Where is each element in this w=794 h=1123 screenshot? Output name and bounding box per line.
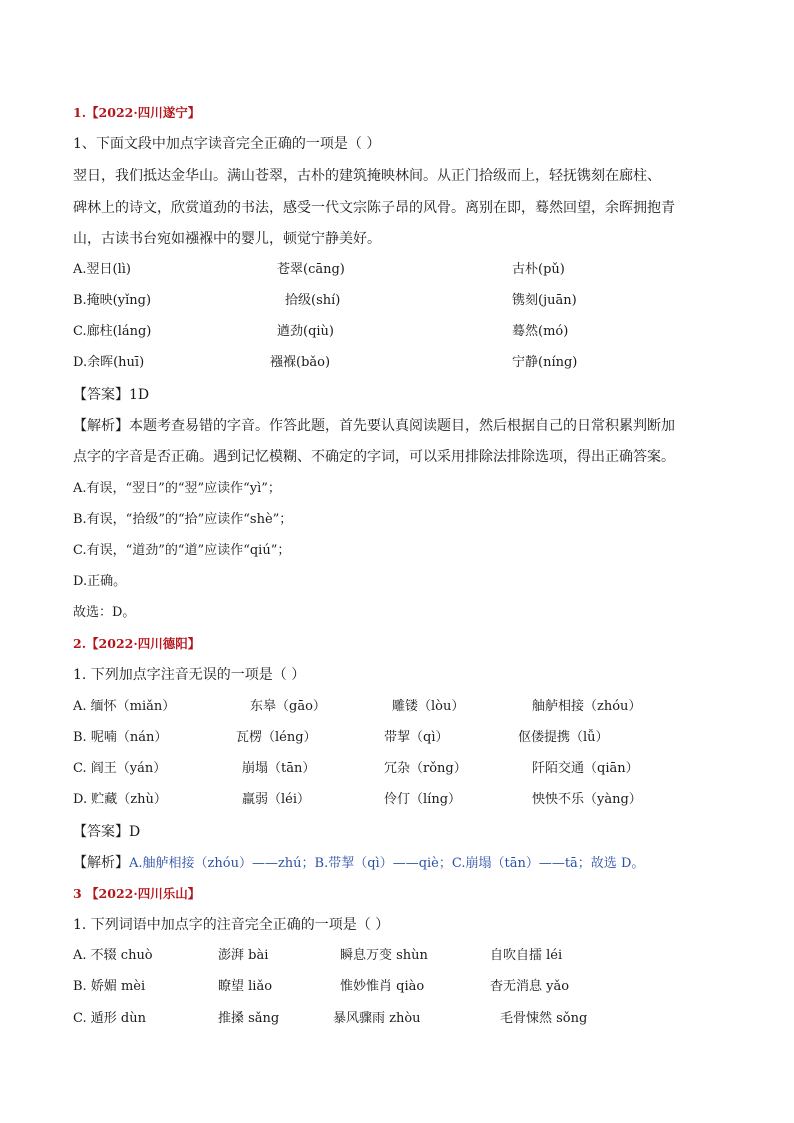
question-text: 1. 下列词语中加点字的注音完全正确的一项是（ ） — [73, 917, 390, 933]
option-c-2: 推搡 sǎng — [218, 1011, 280, 1026]
option-d-3: 伶仃（líng） — [384, 792, 462, 807]
option-c-3: 暴风骤雨 zhòu — [333, 1011, 421, 1026]
option-b-3: 惟妙惟肖 qiào — [340, 979, 425, 994]
option-c-3: 蓦然(mó) — [512, 324, 569, 339]
answer-line: 【答案】1D — [73, 387, 150, 403]
option-a-3: 雕镂（lòu） — [392, 699, 465, 714]
option-d-1: D.余晖(huī) — [73, 355, 145, 370]
option-b-2: 拾级(shí) — [285, 293, 341, 308]
option-c-4: 阡陌交通（qiān） — [532, 761, 639, 776]
option-b-2: 瓦楞（léng） — [236, 730, 317, 745]
passage-line: 翌日，我们抵达金华山。满山苍翠，古朴的建筑掩映林间。从正门拾级而上，轻抚镌刻在廊柱、 — [73, 168, 661, 184]
analysis-note: C.有误，“道劲”的“道”应读作“qiú”； — [73, 543, 291, 558]
analysis-line: 点字的字音是否正确。遇到记忆模糊、不确定的字词，可以采用排除法排除选项，得出正确答案。 — [73, 449, 675, 465]
option-b-3: 镌刻(juān) — [512, 293, 577, 308]
question-text: 1. 下列加点字注音无误的一项是（ ） — [73, 667, 306, 683]
option-a-1: A. 不辍 chuò — [73, 948, 153, 963]
analysis-text: A.舳舻相接（zhóu）——zhú；B.带挈（qì）——qiè；C.崩塌（tān）——tā；故选 D。 — [129, 856, 645, 871]
analysis-note: B.有误，“拾级”的“拾”应读作“shè”； — [73, 512, 293, 527]
option-d-1: D. 贮藏（zhù） — [73, 792, 167, 807]
option-c-1: C. 遁形 dùn — [73, 1011, 146, 1026]
option-a-3: 瞬息万变 shùn — [340, 948, 428, 963]
option-a-2: 苍翠(cāng) — [277, 262, 345, 277]
analysis-line — [73, 854, 644, 873]
option-d-2: 羸弱（léi） — [242, 792, 311, 807]
option-a-2: 东皋（gāo） — [250, 699, 326, 714]
analysis-note: 故选：D。 — [73, 605, 136, 620]
section-heading: 1.【2022·四川遂宁】 — [73, 105, 201, 120]
option-b-1: B. 娇媚 mèi — [73, 979, 146, 994]
option-d-4: 怏怏不乐（yàng） — [532, 792, 642, 807]
option-b-2: 瞭望 liǎo — [218, 979, 273, 994]
section-heading: 2.【2022·四川德阳】 — [73, 636, 201, 651]
option-a-4: 舳舻相接（zhóu） — [532, 699, 642, 714]
analysis-line: 【解析】本题考查易错的字音。作答此题，首先要认真阅读题目，然后根据自己的日常积累判断加 — [73, 418, 675, 434]
option-a-4: 自吹自擂 léi — [490, 948, 563, 963]
option-c-1: C.廊柱(láng) — [73, 324, 152, 339]
option-b-3: 带挈（qì） — [384, 730, 449, 745]
option-b-1: B. 呢喃（nán） — [73, 730, 168, 745]
passage-line: 山，古读书台宛如襁褓中的婴儿，顿觉宁静美好。 — [73, 231, 381, 247]
question-text: 1、下面文段中加点字读音完全正确的一项是（ ） — [73, 136, 381, 152]
option-d-3: 宁静(níng) — [512, 355, 578, 370]
passage-line: 碑林上的诗文，欣赏道劲的书法，感受一代文宗陈子昂的风骨。离别在即，蓦然回望，余晖拥抱青 — [73, 200, 675, 216]
answer-line: 【答案】D — [73, 824, 141, 840]
option-c-2: 崩塌（tān） — [242, 761, 316, 776]
option-c-2: 遒劲(qiù) — [277, 324, 334, 339]
option-b-4: 杳无消息 yǎo — [490, 979, 570, 994]
option-a-3: 古朴(pǔ) — [512, 262, 565, 277]
analysis-note: A.有误，“翌日”的“翌”应读作“yì”； — [73, 481, 281, 496]
option-c-1: C. 阎王（yán） — [73, 761, 167, 776]
option-a-2: 澎湃 bài — [218, 948, 269, 963]
option-c-3: 冗杂（rǒng） — [384, 761, 467, 776]
analysis-note: D.正确。 — [73, 574, 127, 589]
analysis-label: 【解析】 — [73, 855, 129, 871]
section-heading: 3 【2022·四川乐山】 — [73, 886, 201, 901]
option-a-1: A. 缅怀（miǎn） — [73, 699, 176, 714]
option-c-4: 毛骨悚然 sǒng — [500, 1011, 588, 1026]
option-b-1: B.掩映(yǐng) — [73, 293, 152, 308]
option-d-2: 襁褓(bǎo) — [270, 355, 331, 370]
option-a-1: A.翌日(lì) — [73, 262, 131, 277]
option-b-4: 伛偻提携（lǚ） — [518, 730, 609, 745]
